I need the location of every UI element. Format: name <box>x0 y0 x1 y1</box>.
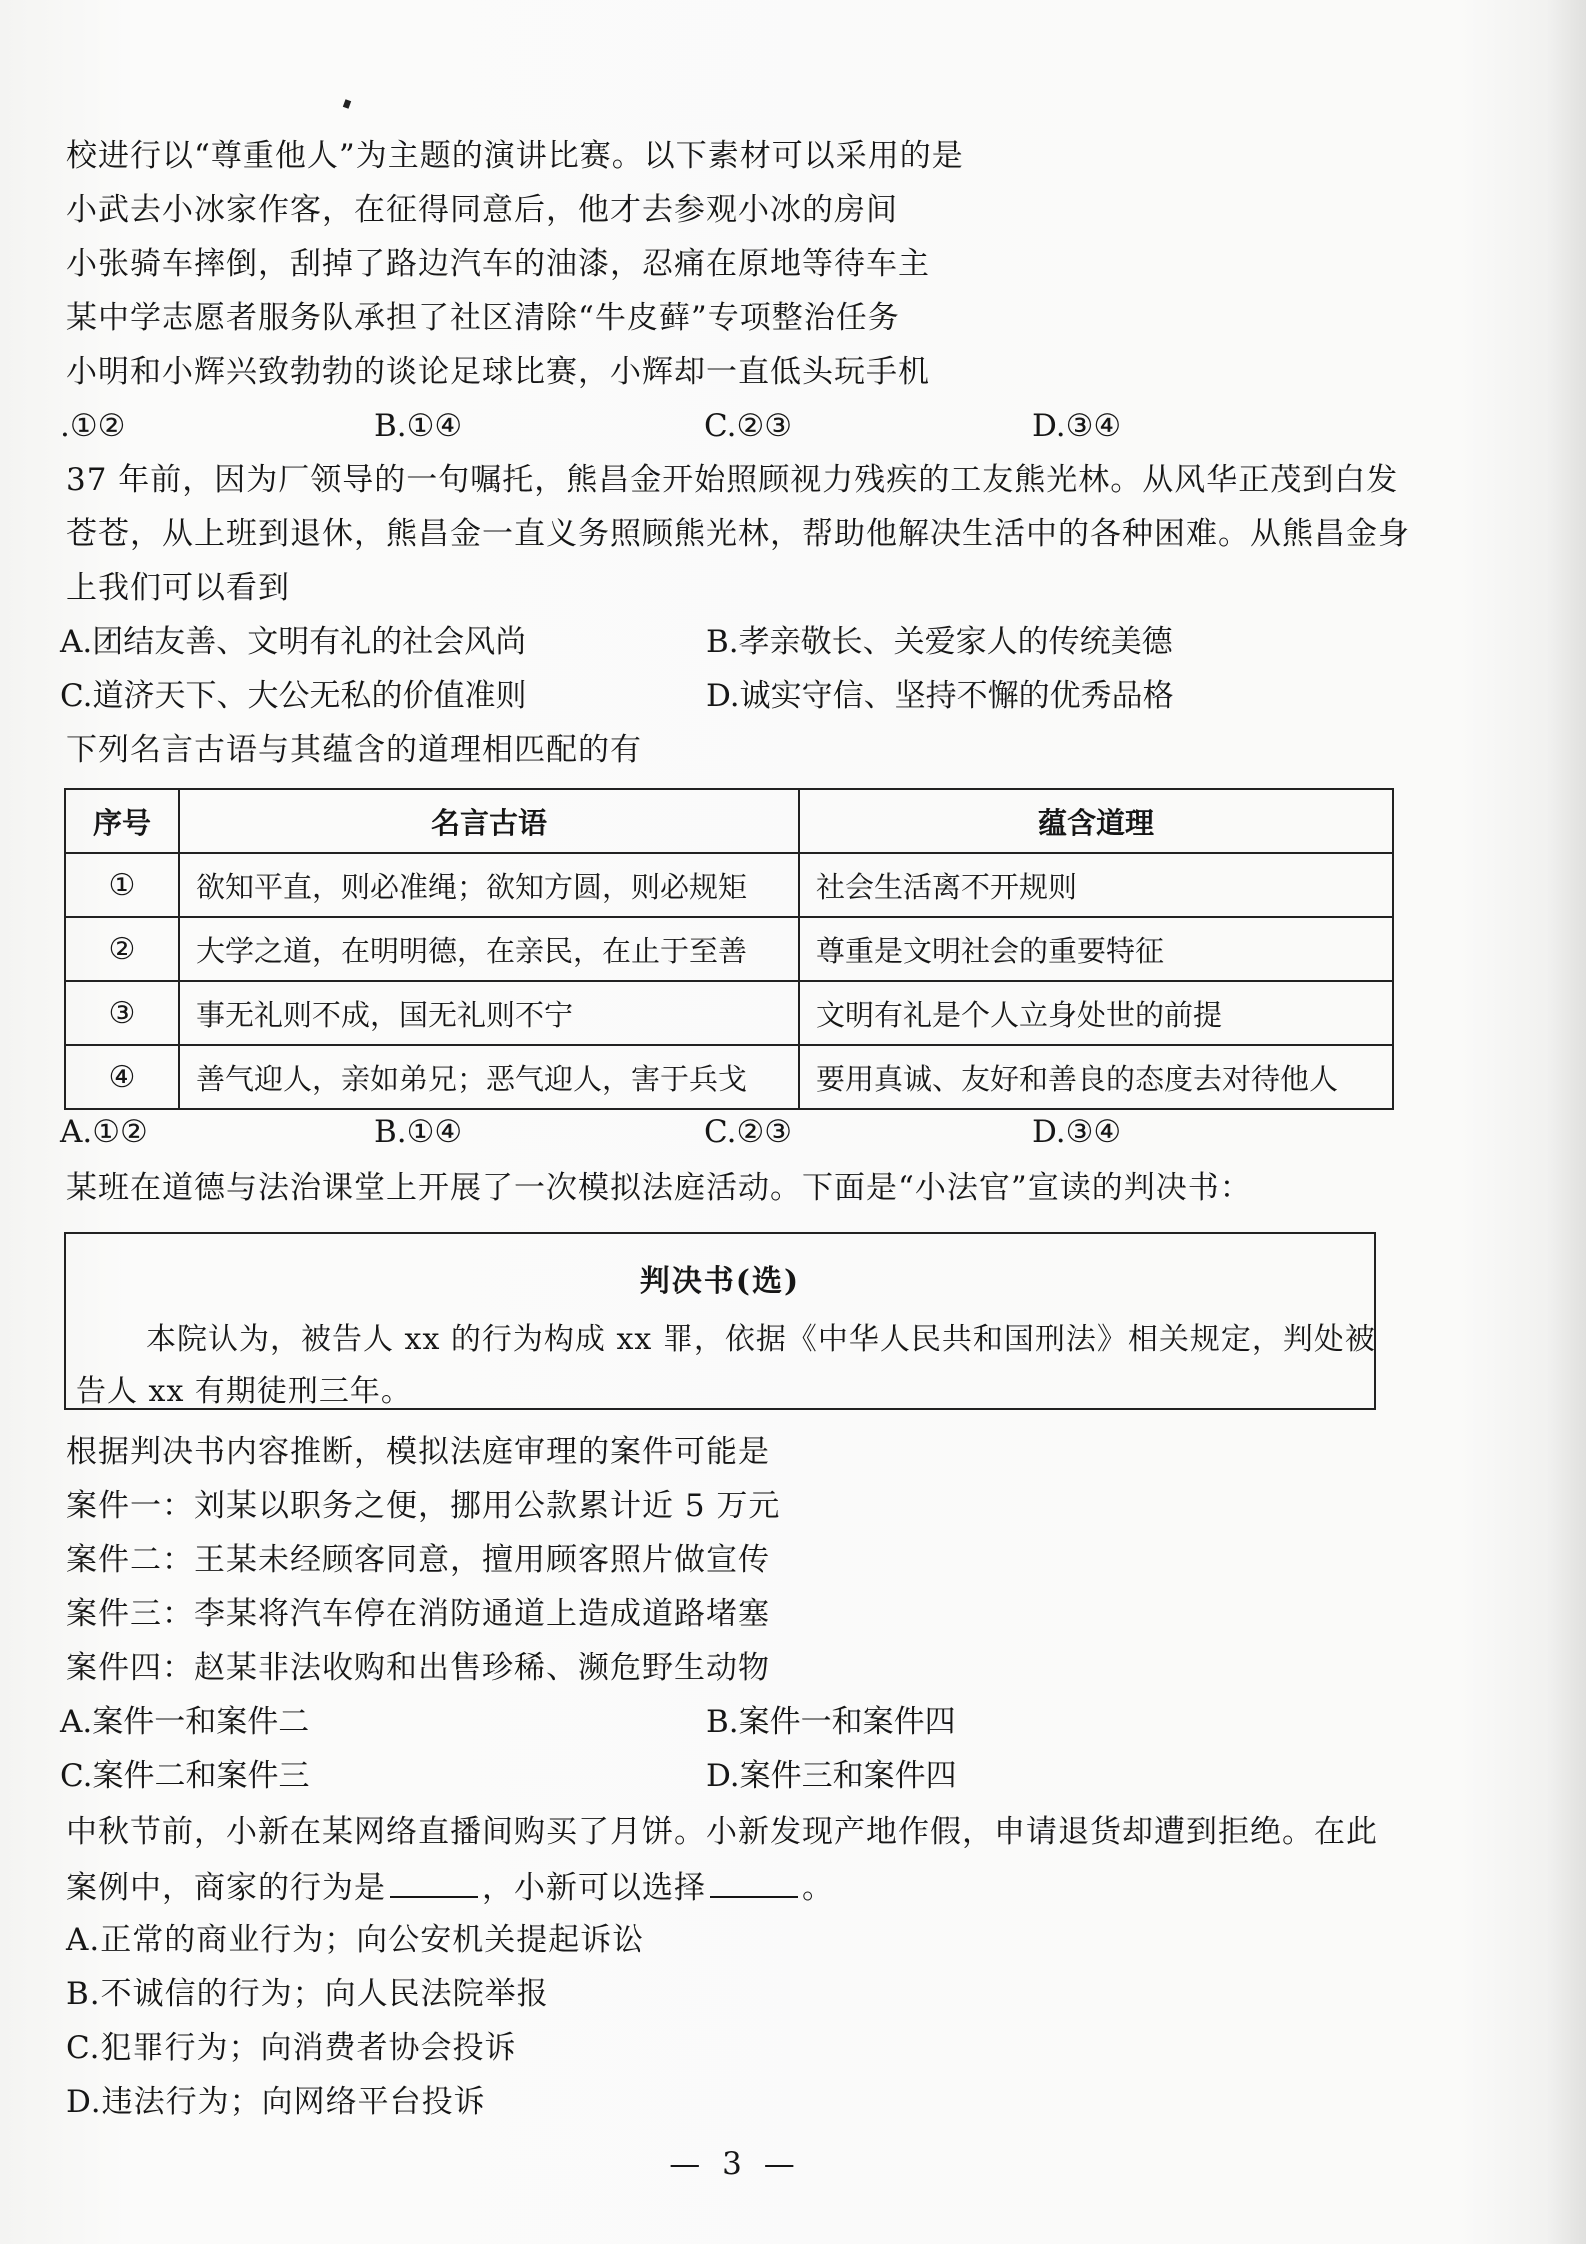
page-number: — 3 — <box>669 2146 801 2182</box>
table-row <box>65 853 1393 917</box>
row-quote: 欲知平直，则必准绳；欲知方圆，则必规矩 <box>179 853 799 917</box>
q5-option-d: D.违法行为；向网络平台投诉 <box>66 2084 486 2120</box>
q2-stem-line-3: 上我们可以看到 <box>66 570 290 606</box>
q2-option-d: D.诚实守信、坚持不懈的优秀品格 <box>706 678 1174 714</box>
q1-material-1: 小武去小冰家作客，在征得同意后，他才去参观小冰的房间 <box>66 192 898 228</box>
header-quote: 名言古语 <box>179 789 799 853</box>
q3-option-d: D.③④ <box>1032 1114 1122 1150</box>
row-number: ② <box>65 917 179 981</box>
answer-blank-2 <box>710 1866 798 1898</box>
q2-option-b: B.孝亲敬长、关爱家人的传统美德 <box>706 624 1173 660</box>
q5-stem-part-3: 。 <box>802 1870 834 1906</box>
q3-stem: 下列名言古语与其蕴含的道理相匹配的有 <box>66 732 642 768</box>
q1-material-4: 小明和小辉兴致勃勃的谈论足球比赛，小辉却一直低头玩手机 <box>66 354 930 390</box>
judgment-box <box>64 1232 1376 1410</box>
judgment-line-1: 本院认为，被告人 xx 的行为构成 xx 罪，依据《中华人民共和国刑法》相关规定，判处被 <box>146 1322 1376 1357</box>
ink-mark <box>343 99 351 109</box>
q1-option-a: .①② <box>60 408 126 444</box>
q1-option-d: D.③④ <box>1032 408 1122 444</box>
table-row <box>65 981 1393 1045</box>
row-meaning: 要用真诚、友好和善良的态度去对待他人 <box>799 1045 1393 1109</box>
q4-option-b: B.案件一和案件四 <box>706 1704 956 1740</box>
q5-stem-part-1: 案例中，商家的行为是 <box>66 1870 386 1906</box>
q2-stem-line-2: 苍苍，从上班到退休，熊昌金一直义务照顾熊光林，帮助他解决生活中的各种困难。从熊昌金身 <box>66 516 1410 552</box>
q4-option-a: A.案件一和案件二 <box>60 1704 310 1740</box>
row-number: ① <box>65 853 179 917</box>
q5-option-c: C.犯罪行为；向消费者协会投诉 <box>66 2030 517 2066</box>
q2-option-c: C.道济天下、大公无私的价值准则 <box>60 678 527 714</box>
judgment-line-2: 告人 xx 有期徒刑三年。 <box>76 1374 412 1409</box>
judgment-title: 判决书(选) <box>639 1264 801 1299</box>
q1-material-3: 某中学志愿者服务队承担了社区清除“牛皮藓”专项整治任务 <box>66 300 900 336</box>
row-quote: 大学之道，在明明德，在亲民，在止于至善 <box>179 917 799 981</box>
q1-stem: 校进行以“尊重他人”为主题的演讲比赛。以下素材可以采用的是 <box>66 138 964 174</box>
table-row <box>65 917 1393 981</box>
row-meaning: 社会生活离不开规则 <box>799 853 1393 917</box>
q4-case-3: 案件三：李某将汽车停在消防通道上造成道路堵塞 <box>66 1596 770 1632</box>
q5-option-b: B.不诚信的行为；向人民法院举报 <box>66 1976 549 2012</box>
header-number: 序号 <box>65 789 179 853</box>
q4-question: 根据判决书内容推断，模拟法庭审理的案件可能是 <box>66 1434 770 1470</box>
q2-stem-line-1: 37 年前，因为厂领导的一句嘱托，熊昌金开始照顾视力残疾的工友熊光林。从风华正茂到白发 <box>66 462 1399 498</box>
row-number: ④ <box>65 1045 179 1109</box>
q4-stem: 某班在道德与法治课堂上开展了一次模拟法庭活动。下面是“小法官”宣读的判决书： <box>66 1170 1252 1206</box>
q4-case-1: 案件一：刘某以职务之便，挪用公款累计近 5 万元 <box>66 1488 781 1524</box>
q4-option-c: C.案件二和案件三 <box>60 1758 310 1794</box>
answer-blank-1 <box>390 1866 478 1898</box>
q3-option-a: A.①② <box>60 1114 148 1150</box>
page-edge-shadow <box>1546 0 1586 2244</box>
q5-stem-line-1: 中秋节前，小新在某网络直播间购买了月饼。小新发现产地作假，申请退货却遭到拒绝。在此 <box>66 1814 1378 1850</box>
q3-option-c: C.②③ <box>704 1114 793 1150</box>
row-quote: 善气迎人，亲如弟兄；恶气迎人，害于兵戈 <box>179 1045 799 1109</box>
q4-case-4: 案件四：赵某非法收购和出售珍稀、濒危野生动物 <box>66 1650 770 1686</box>
row-meaning: 尊重是文明社会的重要特征 <box>799 917 1393 981</box>
table-row <box>65 1045 1393 1109</box>
q1-option-b: B.①④ <box>374 408 463 444</box>
q4-case-2: 案件二：王某未经顾客同意，擅用顾客照片做宣传 <box>66 1542 770 1578</box>
table-header-row <box>65 789 1393 853</box>
row-quote: 事无礼则不成，国无礼则不宁 <box>179 981 799 1045</box>
q3-option-b: B.①④ <box>374 1114 463 1150</box>
q5-option-a: A.正常的商业行为；向公安机关提起诉讼 <box>66 1922 645 1958</box>
q1-material-2: 小张骑车摔倒，刮掉了路边汽车的油漆，忍痛在原地等待车主 <box>66 246 930 282</box>
header-meaning: 蕴含道理 <box>799 789 1393 853</box>
quotes-table <box>64 788 1394 1110</box>
q4-option-d: D.案件三和案件四 <box>706 1758 957 1794</box>
q1-option-c: C.②③ <box>704 408 793 444</box>
q5-stem-part-2: ，小新可以选择 <box>482 1870 706 1906</box>
row-number: ③ <box>65 981 179 1045</box>
q5-stem-line-2 <box>66 1866 834 1908</box>
row-meaning: 文明有礼是个人立身处世的前提 <box>799 981 1393 1045</box>
q2-option-a: A.团结友善、文明有礼的社会风尚 <box>60 624 527 660</box>
